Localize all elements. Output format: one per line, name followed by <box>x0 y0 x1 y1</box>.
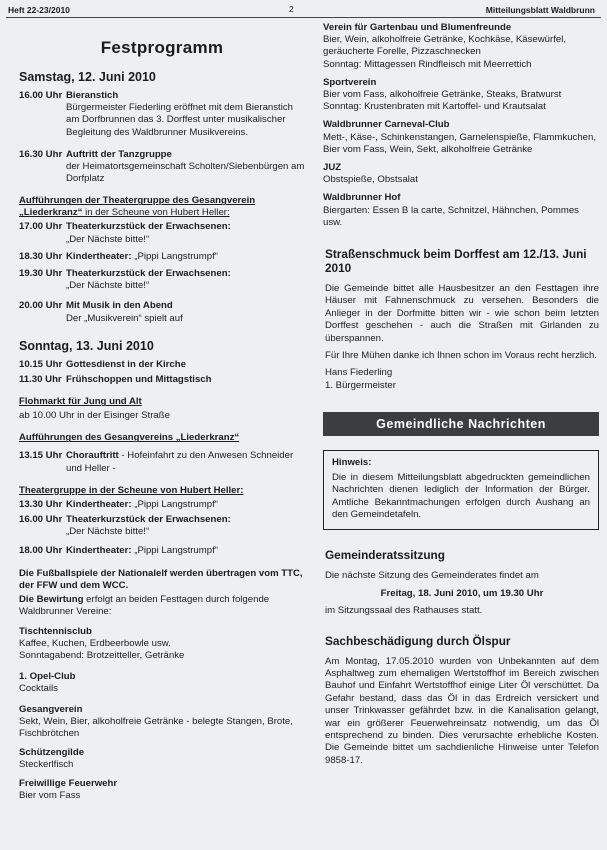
event-desc: „Der Nächste bitte!“ <box>66 526 150 538</box>
event-desc: Der „Musikverein“ spielt auf <box>66 312 183 324</box>
club-name: Waldbrunner Carneval-Club <box>323 119 450 131</box>
event-title: Theaterkurzstück der Erwachsenen: <box>66 221 231 233</box>
signature-role: 1. Bürgermeister <box>325 379 396 391</box>
event-item <box>19 300 308 324</box>
left-column <box>16 24 308 802</box>
club-name: JUZ <box>323 162 342 174</box>
club-line: Cocktails <box>19 683 58 695</box>
club-name: Tischtennisclub <box>19 626 92 638</box>
catering-intro <box>19 594 308 618</box>
theater-heading-text: Aufführungen der Theatergruppe des Gesangverein „Liederkranz“ <box>19 195 256 219</box>
issue-number: Heft 22-23/2010 <box>8 5 70 15</box>
club-line: Sonntag: Mittagessen Rindfleisch mit Meerrettich <box>323 58 532 70</box>
program-title: Festprogramm <box>100 38 224 57</box>
event-title: Theaterkurzstück der Erwachsenen: <box>66 268 231 280</box>
signature-name: Hans Fiederling <box>325 367 393 379</box>
header-rule <box>6 17 601 18</box>
club-line: Bier, Wein, alkoholfreie Getränke, Kochkäse, Käsewürfel, geräucherte Forelle, Pizzaschnecken <box>323 34 566 58</box>
decoration-thanks: Für Ihre Mühen danke ich Ihnen schon im Voraus recht herzlich. <box>325 350 597 362</box>
event-desc: Bürgermeister Fiederling eröffnet mit dem Bieranstich am Dorfbrunnen das 3. Dorffest unter musikalischer Begleitung des Waldbrunner Musikvereins. <box>66 102 293 138</box>
event-time: 16.30 Uhr <box>19 148 63 160</box>
event-item <box>19 450 308 474</box>
club-entry <box>19 671 308 695</box>
event-time: 13.30 Uhr <box>19 498 63 510</box>
club-line: Kaffee, Kuchen, Erdbeerbowle usw. <box>19 638 171 650</box>
catering-rest: erfolgt an beiden Festtagen durch folgende Waldbrunner Vereine: <box>19 593 270 617</box>
event-title: Gottesdienst in der Kirche <box>66 358 186 370</box>
event-time: 17.00 Uhr <box>19 221 63 233</box>
football-notice: Die Fußballspiele der Nationalelf werden übertragen vom TTC, der FFW und dem WCC. <box>19 567 303 591</box>
event-desc: - Hofeinfahrt zu den Anwesen Schneider und Heller - <box>66 450 294 474</box>
event-time: 18.00 Uhr <box>19 545 63 557</box>
event-time: 11.30 Uhr <box>19 374 62 386</box>
club-entry <box>19 626 308 662</box>
club-line: Sekt, Wein, Bier, alkoholfreie Getränke - belegte Stangen, Brote, Fischbrötchen <box>19 716 293 740</box>
council-text: Die nächste Sitzung des Gemeinderates findet am <box>325 570 539 582</box>
club-name: Gesangverein <box>19 704 83 716</box>
event-title: Kindertheater: <box>66 250 132 262</box>
council-date: Freitag, 18. Juni 2010, um 19.30 Uhr <box>380 587 544 599</box>
club-line: Sonntag: Krustenbraten mit Kartoffel- und Krautsalat <box>323 101 546 113</box>
group-heading: Theatergruppe in der Scheune von Hubert Heller: <box>19 484 244 496</box>
club-entry <box>19 778 308 802</box>
right-column <box>323 22 599 772</box>
saturday-heading: Samstag, 12. Juni 2010 <box>19 70 156 84</box>
catering-bold: Die Bewirtung <box>19 593 84 605</box>
event-item <box>19 374 308 386</box>
event-item <box>19 359 308 371</box>
club-line: Bier vom Fass, alkoholfreie Getränke, Steaks, Bratwurst <box>323 89 562 101</box>
event-item <box>19 514 308 538</box>
event-item <box>19 268 308 292</box>
event-desc: „Pippi Langstrumpf“ <box>131 545 218 557</box>
flea-text: ab 10.00 Uhr in der Eisinger Straße <box>19 410 170 422</box>
event-item <box>19 545 308 557</box>
event-title: Theaterkurzstück der Erwachsenen: <box>66 514 231 526</box>
event-desc: „Der Nächste bitte!“ <box>66 280 150 292</box>
club-name: 1. Opel-Club <box>19 671 76 683</box>
club-name: Schützengilde <box>19 747 85 759</box>
club-name: Verein für Gartenbau und Blumenfreunde <box>323 22 512 33</box>
event-title: Bieranstich <box>66 90 119 101</box>
event-desc: „Pippi Langstrumpf“ <box>131 498 218 510</box>
club-line: Obstspieße, Obstsalat <box>323 174 418 186</box>
damage-text: Am Montag, 17.05.2010 wurden von Unbekannten auf dem Asphaltweg zum ehemaligen Wertstoffhof im Bereich zwischen Bauhof und Einfahrt Wertstoffhof einige Liter Öl verschüttet. Da Gefahr bestand, dass das Öl in das Erdreich versickert und unser Trinkwasser gefährdet bzw. in die Kanalisation gelangt, war ein größerer Feuerwehreinsatz notwendig, um das Öl entsprechend zu binden. Dies verursachte erhebliche Kosten. Die Gemeinde bittet um sachdienliche Hinweise unter Telefon 9858-17. <box>325 655 599 766</box>
event-item <box>19 251 308 263</box>
council-location: im Sitzungssaal des Rathauses statt. <box>325 605 483 617</box>
event-item <box>19 90 308 139</box>
club-line: Sonntagabend: Brotzeitteller, Getränke <box>19 650 185 662</box>
event-title: Chorauftritt <box>66 450 119 462</box>
club-line: Steckerlfisch <box>19 759 74 771</box>
theater-heading <box>19 195 308 219</box>
event-time: 16.00 Uhr <box>19 514 63 526</box>
club-line: Bier vom Fass <box>19 790 81 802</box>
event-title: Kindertheater: <box>66 498 132 510</box>
page-header <box>0 0 607 20</box>
event-item <box>19 149 308 186</box>
hint-title: Hinweis: <box>332 457 372 469</box>
news-banner: Gemeindliche Nachrichten <box>323 412 599 436</box>
hint-text: Die in diesem Mitteilungsblatt abgedruckten gemeindlichen Nachrichten dienen lediglich der Information der Bürger. Amtliche Bekanntmachungen erfolgen durch Aushang an den Gemeindetafeln. <box>332 471 590 520</box>
decoration-text: Die Gemeinde bittet alle Hausbesitzer an den Festtagen ihre Häuser mit Fahnenschmuck zu versehen. Besonders die Anlieger in der Dorfmitte bitten wir - wie schon beim letzten Dorffest geschehen - auch die Straßen mit Girlanden zu überspannen. <box>325 283 599 344</box>
club-line: Mett-, Käse-, Schinkenstangen, Garnelenspieße, Flammkuchen, Bier vom Fass, Wein, Sekt, alkoholfreie Getränke <box>323 131 597 155</box>
event-title: Auftritt der Tanzgruppe <box>66 148 172 160</box>
event-title: Mit Musik in den Abend <box>66 300 173 312</box>
event-title: Kindertheater: <box>66 545 132 557</box>
council-title: Gemeinderatssitzung <box>325 548 445 563</box>
club-name: Waldbrunner Hof <box>323 192 401 204</box>
club-name: Sportverein <box>323 76 377 88</box>
damage-title: Sachbeschädigung durch Ölspur <box>325 633 511 648</box>
page-number: 2 <box>289 4 294 14</box>
decoration-title: Straßenschmuck beim Dorffest am 12./13. Juni 2010 <box>325 247 587 276</box>
event-item <box>19 499 308 511</box>
event-title: Frühschoppen und Mittagstisch <box>66 374 212 386</box>
flea-heading: Flohmarkt für Jung und Alt <box>19 396 142 408</box>
club-list-right <box>323 22 599 229</box>
club-entry <box>19 704 308 740</box>
hint-box <box>323 450 599 530</box>
publication-title: Mitteilungsblatt Waldbrunn <box>485 5 595 15</box>
club-name: Freiwillige Feuerwehr <box>19 778 118 790</box>
event-item <box>19 221 308 245</box>
event-time: 16.00 Uhr <box>19 90 63 101</box>
event-time: 13.15 Uhr <box>19 450 63 462</box>
event-time: 18.30 Uhr <box>19 250 63 262</box>
sunday-heading: Sonntag, 13. Juni 2010 <box>19 338 154 353</box>
event-desc: „Der Nächste bitte!“ <box>66 233 150 245</box>
event-time: 19.30 Uhr <box>19 268 63 280</box>
choir-heading: Aufführungen des Gesangvereins „Liederkranz“ <box>19 432 240 444</box>
event-time: 10.15 Uhr <box>19 358 63 370</box>
theater-heading-rest: in der Scheune von Hubert Heller: <box>82 207 230 219</box>
club-entry <box>19 747 308 771</box>
event-time: 20.00 Uhr <box>19 300 63 312</box>
event-desc: der Heimatortsgemeinschaft Scholten/Siebenbürgen am Dorfplatz <box>66 161 305 185</box>
event-desc: „Pippi Langstrumpf“ <box>131 250 218 262</box>
club-line: Biergarten: Essen B la carte, Schnitzel, Hähnchen, Pommes usw. <box>323 204 579 228</box>
